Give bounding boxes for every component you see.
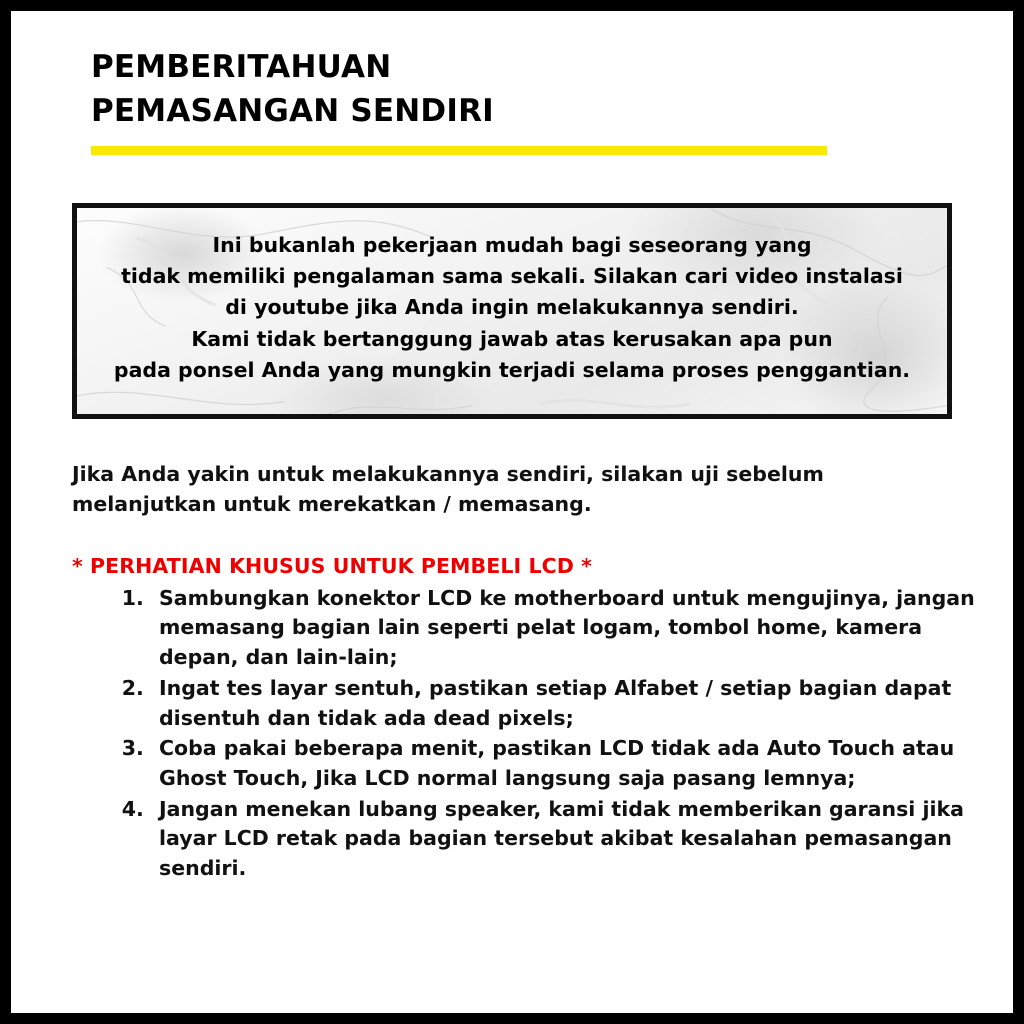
warning-box: [72, 203, 952, 419]
warning-line-1: Ini bukanlah pekerjaan mudah bagi seseorang yang: [212, 233, 812, 258]
title-underline-accent: [91, 146, 827, 155]
body-paragraph: Jika Anda yakin untuk melakukannya sendiri, silakan uji sebelum melanjutkan untuk merekatkan / memasang.: [72, 462, 824, 517]
warning-text: [77, 208, 947, 386]
warning-line-4: Kami tidak bertanggung jawab atas kerusakan apa pun: [191, 326, 833, 351]
notes-list: [119, 584, 979, 884]
warning-line-5: pada ponsel Anda yang mungkin terjadi selama proses penggantian.: [113, 357, 911, 382]
page-title-line-1: PEMBERITAHUAN: [91, 49, 392, 85]
warning-line-3: di youtube jika Anda ingin melakukannya sendiri.: [225, 295, 799, 320]
list-item: 3. Coba pakai beberapa menit, pastikan LCD tidak ada Auto Touch atau Ghost Touch, Jika LCD normal langsung saja pasang lemnya;: [151, 734, 979, 793]
list-item: 4. Jangan menekan lubang speaker, kami tidak memberikan garansi jika layar LCD retak pada bagian tersebut akibat kesalahan pemasangan sendiri.: [151, 795, 979, 884]
list-item: 2. Ingat tes layar sentuh, pastikan setiap Alfabet / setiap bagian dapat disentuh dan tidak ada dead pixels;: [151, 674, 979, 733]
warning-line-2: tidak memiliki pengalaman sama sekali. Silakan cari video instalasi: [121, 264, 903, 289]
page-title-line-2: PEMASANGAN SENDIRI: [91, 93, 494, 130]
notice-content: [11, 11, 1013, 1013]
attention-notice: * PERHATIAN KHUSUS UNTUK PEMBELI LCD *: [72, 553, 592, 578]
list-item: 1. Sambungkan konektor LCD ke motherboard untuk mengujinya, jangan memasang bagian lain seperti pelat logam, tombol home, kamera depan, dan lain-lain;: [151, 584, 979, 673]
page-title: [59, 45, 965, 133]
